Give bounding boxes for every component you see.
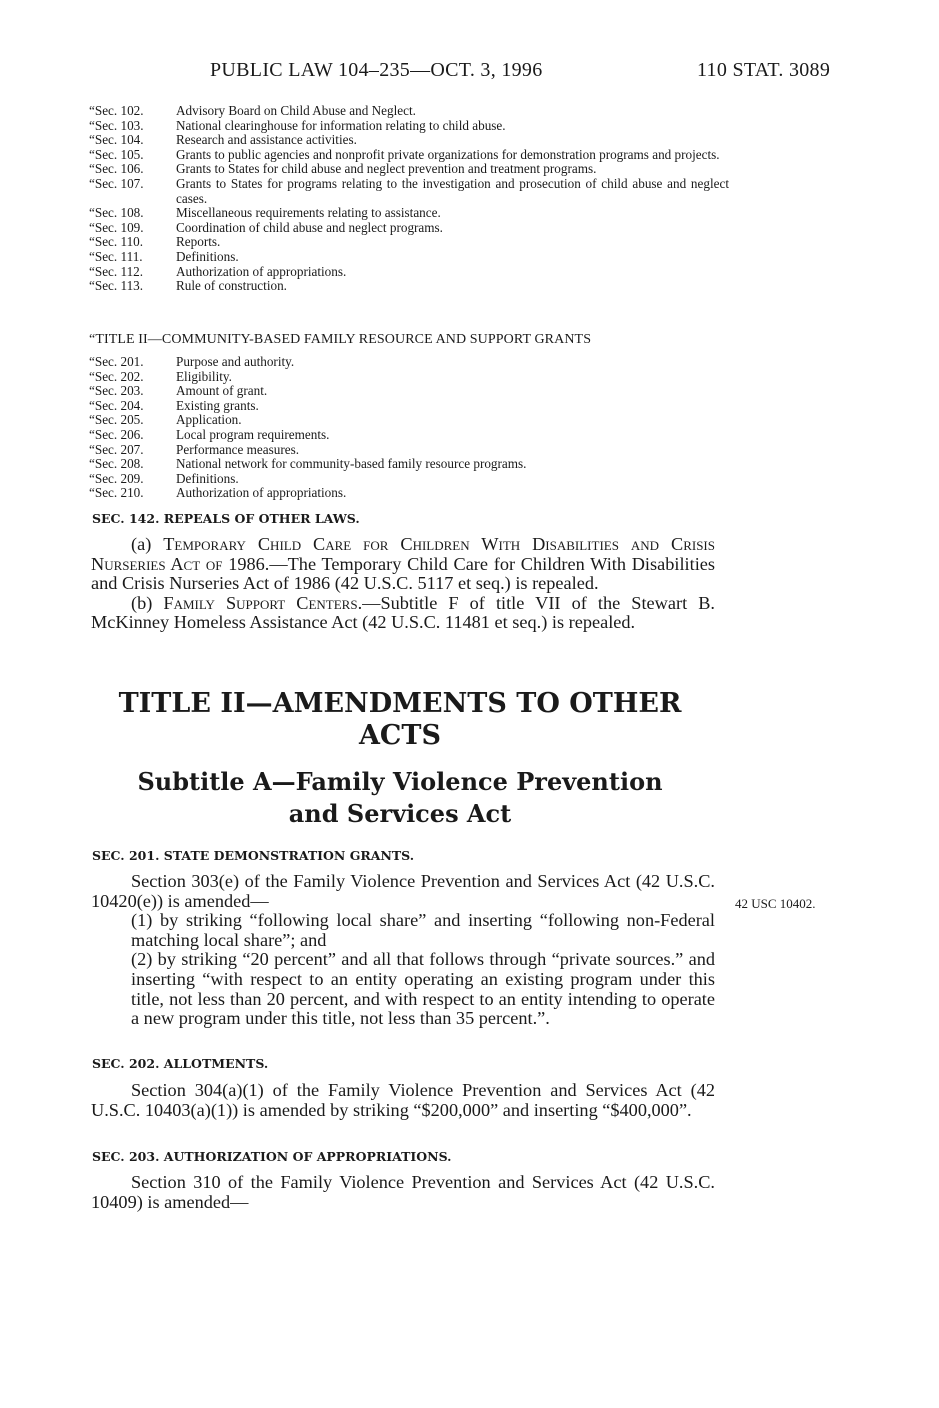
title-ii-heading: TITLE II—AMENDMENTS TO OTHER ACTS — [118, 688, 682, 751]
toc-entry-title: Reports. — [176, 234, 221, 250]
toc-entry — [89, 221, 729, 236]
toc-entry-number: “Sec. 111. — [89, 248, 143, 264]
toc-entry — [89, 428, 729, 443]
toc-entry — [89, 413, 729, 428]
toc-entry-title: Rule of construction. — [176, 278, 287, 294]
toc-entry-title: Eligibility. — [176, 368, 232, 384]
sec-142-para-a: (a) Temporary Child Care for Children With Disabilities and Crisis Nurseries Act of 1986.—The Temporary Child Care for Children With Disabilities and Crisis Nurseries Act of 1986 (42 U.S.C. 5117 et seq.) is repealed. — [91, 534, 715, 594]
subtitle-a-heading: Subtitle A—Family Violence Prevention and Services Act — [137, 767, 663, 828]
toc-entry — [89, 250, 729, 265]
toc-entry-number: “Sec. 106. — [89, 161, 144, 177]
toc-entry — [89, 104, 729, 119]
toc-entry-title: Coordination of child abuse and neglect programs. — [176, 219, 443, 235]
running-head-stat: 110 STAT. 3089 — [697, 59, 831, 81]
sec-142-para-b: (b) Family Support Centers.—Subtitle F of title VII of the Stewart B. McKinney Homeless Assistance Act (42 U.S.C. 11481 et seq.) is repealed. — [91, 592, 715, 633]
toc-entry-number: “Sec. 206. — [89, 426, 144, 442]
toc-entry-number: “Sec. 109. — [89, 219, 144, 235]
toc-entry-title: Authorization of appropriations. — [176, 485, 347, 501]
toc-entry-number: “Sec. 204. — [89, 397, 144, 413]
toc-entry-title: Research and assistance activities. — [176, 132, 357, 148]
toc-entry-title: Grants to States for programs relating to the investigation and prosecution of child abuse and neglect cases. — [176, 175, 729, 206]
toc-entry-number: “Sec. 205. — [89, 412, 144, 428]
toc-entry — [89, 384, 729, 399]
sec-142-heading: SEC. 142. REPEALS OF OTHER LAWS. — [92, 511, 360, 526]
toc-entry-title: Grants to States for child abuse and neglect prevention and treatment programs. — [176, 161, 597, 177]
toc-entry-number: “Sec. 207. — [89, 441, 144, 457]
toc-entry-title: Application. — [176, 412, 242, 428]
toc-entry-number: “Sec. 102. — [89, 103, 144, 118]
toc-entry-title: Definitions. — [176, 470, 239, 486]
running-head-title: PUBLIC LAW 104–235—OCT. 3, 1996 — [210, 59, 543, 81]
toc-entry-title: Advisory Board on Child Abuse and Neglect. — [176, 103, 416, 118]
toc-entry-title: Purpose and authority. — [176, 354, 295, 369]
toc-entry-title: Existing grants. — [176, 397, 259, 413]
toc-entry-number: “Sec. 210. — [89, 485, 144, 501]
toc-entry-title: Amount of grant. — [176, 383, 268, 399]
toc-entry — [89, 148, 729, 163]
toc-entry — [89, 133, 729, 148]
toc-entry-title: Grants to public agencies and nonprofit private organizations for demonstration programs and projects. — [176, 146, 720, 162]
toc-entry-title: National clearinghouse for information relating to child abuse. — [176, 117, 506, 133]
toc-entry-title: Local program requirements. — [176, 426, 330, 442]
toc-entry — [89, 457, 729, 472]
toc-entry — [89, 206, 729, 221]
toc-entry — [89, 279, 729, 294]
toc-title-i — [89, 104, 729, 294]
sec-142-body — [91, 535, 715, 633]
sec-203-heading: SEC. 203. AUTHORIZATION OF APPROPRIATIONS. — [92, 1149, 452, 1164]
toc-entry-number: “Sec. 110. — [89, 234, 144, 250]
toc-entry — [89, 119, 729, 134]
toc-title-ii-heading: “TITLE II—COMMUNITY-BASED FAMILY RESOURCE AND SUPPORT GRANTS — [89, 332, 592, 347]
toc-entry — [89, 265, 729, 280]
sec-142-b-caption: Family Support Centers. — [163, 592, 363, 613]
toc-entry — [89, 162, 729, 177]
sec-203-body — [91, 1173, 715, 1212]
toc-entry — [89, 235, 729, 250]
sec-201-item-2: (2) by striking “20 percent” and all that follows through “private sources.” and inserting “with respect to an entity operating an existing program under this title, not less than 20 percent, and with respect to an entity intending to operate a new program under this title, not less than 35 percent.”. — [131, 949, 715, 1029]
sec-203-text: Section 310 of the Family Violence Prevention and Services Act (42 U.S.C. 10409) is amended— — [91, 1172, 715, 1212]
sec-201-intro: Section 303(e) of the Family Violence Prevention and Services Act (42 U.S.C. 10420(e)) is amended— — [91, 871, 715, 911]
toc-entry-number: “Sec. 113. — [89, 278, 144, 294]
toc-entry-number: “Sec. 208. — [89, 456, 144, 472]
toc-entry — [89, 355, 729, 370]
sec-201-heading: SEC. 201. STATE DEMONSTRATION GRANTS. — [92, 848, 415, 863]
toc-entry-title: Miscellaneous requirements relating to assistance. — [176, 205, 441, 221]
toc-entry — [89, 443, 729, 458]
toc-entry — [89, 177, 729, 206]
margin-note-usc: 42 USC 10402. — [735, 896, 816, 911]
toc-entry-title: National network for community-based family resource programs. — [176, 456, 527, 472]
toc-entry-title: Authorization of appropriations. — [176, 263, 347, 279]
sec-201-item-1: (1) by striking “following local share” and inserting “following non-Federal matching local share”; and — [131, 910, 715, 950]
sec-201-body — [91, 872, 715, 1029]
toc-entry-number: “Sec. 112. — [89, 263, 144, 279]
sec-202-heading: SEC. 202. ALLOTMENTS. — [92, 1056, 269, 1071]
sec-202-text: Section 304(a)(1) of the Family Violence Prevention and Services Act (42 U.S.C. 10403(a)(1)) is amended by striking “$200,000” and inserting “$400,000”. — [91, 1080, 715, 1120]
toc-entry — [89, 472, 729, 487]
toc-entry-number: “Sec. 108. — [89, 205, 144, 221]
toc-entry-number: “Sec. 107. — [89, 175, 144, 191]
toc-entry-number: “Sec. 209. — [89, 470, 144, 486]
toc-entry-number: “Sec. 103. — [89, 117, 144, 133]
sec-142-a-caption: Temporary Child Care for Children With Disabilities and Crisis Nurseries Act of 1986. — [91, 534, 715, 574]
toc-entry-number: “Sec. 104. — [89, 132, 144, 148]
sec-202-body — [91, 1081, 715, 1120]
toc-entry-number: “Sec. 201. — [89, 354, 144, 369]
toc-entry — [89, 399, 729, 414]
toc-entry-number: “Sec. 203. — [89, 383, 144, 399]
toc-entry-title: Definitions. — [176, 248, 239, 264]
toc-title-ii — [89, 355, 729, 501]
toc-entry — [89, 486, 729, 501]
toc-entry-title: Performance measures. — [176, 441, 300, 457]
toc-entry-number: “Sec. 202. — [89, 368, 144, 384]
toc-entry — [89, 370, 729, 385]
toc-entry-number: “Sec. 105. — [89, 146, 144, 162]
